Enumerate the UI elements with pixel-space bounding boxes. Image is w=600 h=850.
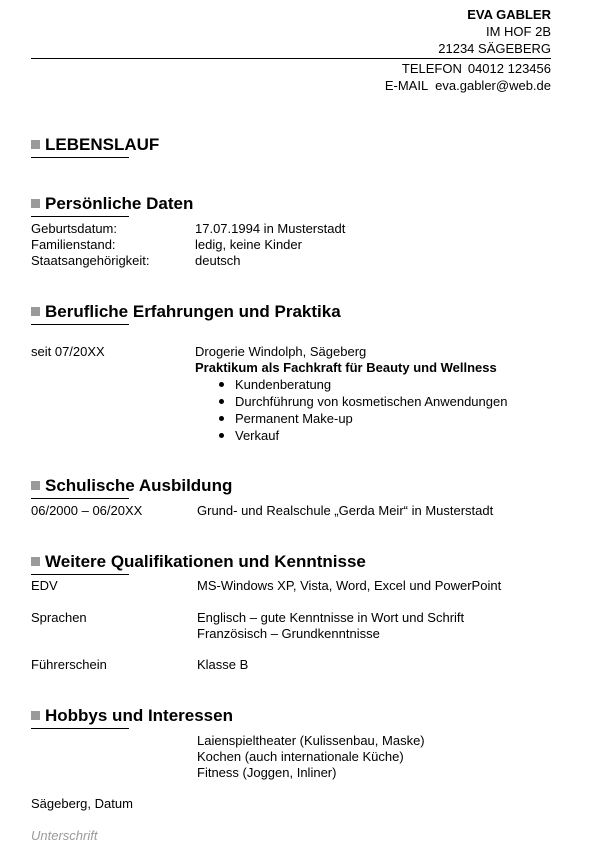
section-heading-hobbies	[31, 706, 233, 726]
phone-line	[31, 60, 551, 77]
heading-square-icon	[31, 557, 40, 566]
section-heading-qualifications	[31, 552, 366, 572]
experience-role: Praktikum als Fachkraft für Beauty und Wellness	[195, 360, 497, 375]
heading-underline	[31, 157, 129, 158]
street-address: IM HOF 2B	[485, 24, 551, 39]
header-divider	[31, 58, 551, 59]
row-label: Staatsangehörigkeit:	[31, 253, 150, 268]
row-label: Führerschein	[31, 657, 107, 672]
task-text: Durchführung von kosmetischen Anwendungen	[235, 394, 508, 409]
row-label: Sprachen	[31, 610, 87, 625]
row-value: ledig, keine Kinder	[195, 237, 302, 252]
row-value: Englisch – gute Kenntnisse in Wort und Schrift	[197, 610, 465, 625]
signature-placeholder: Unterschrift	[31, 828, 98, 843]
bullet-icon	[219, 399, 224, 404]
row-value: Französisch – Grundkenntnisse	[197, 626, 380, 641]
school-period: 06/2000 – 06/20XX	[31, 503, 143, 518]
bullet-icon	[219, 416, 224, 421]
row-value: 17.07.1994 in Musterstadt	[195, 221, 346, 236]
experience-employer: Drogerie Windolph, Sägeberg	[195, 344, 367, 359]
applicant-name: EVA GABLER	[467, 7, 551, 22]
phone-label: TELEFON	[401, 61, 462, 76]
list-item	[195, 427, 507, 444]
row-value: deutsch	[195, 253, 241, 268]
list-item: Fitness (Joggen, Inliner)	[197, 765, 337, 780]
task-text: Verkauf	[235, 428, 280, 443]
task-text: Permanent Make-up	[235, 411, 353, 426]
section-heading-text: Weitere Qualifikationen und Kenntnisse	[45, 552, 366, 571]
heading-square-icon	[31, 140, 40, 149]
phone-number: 04012 123456	[467, 61, 551, 76]
list-item: Laienspieltheater (Kulissenbau, Maske)	[197, 733, 425, 748]
row-label: Geburtsdatum:	[31, 221, 117, 236]
list-item	[195, 376, 507, 393]
address-header	[31, 6, 551, 94]
email-label: E-MAIL	[384, 78, 429, 93]
document-title	[31, 135, 159, 155]
document-title-text: LEBENSLAUF	[45, 135, 160, 154]
heading-square-icon	[31, 307, 40, 316]
section-heading-text: Hobbys und Interessen	[45, 706, 233, 725]
task-list	[195, 376, 507, 444]
section-heading-text: Schulische Ausbildung	[45, 476, 233, 495]
task-text: Kundenberatung	[235, 377, 332, 392]
email-line	[31, 77, 551, 94]
heading-underline	[31, 574, 129, 575]
list-item	[195, 410, 507, 427]
heading-underline	[31, 498, 129, 499]
heading-square-icon	[31, 711, 40, 720]
heading-underline	[31, 324, 129, 325]
heading-underline	[31, 728, 129, 729]
list-item	[195, 393, 507, 410]
section-heading-text: Persönliche Daten	[45, 194, 194, 213]
email-address: eva.gabler@web.de	[435, 78, 551, 93]
section-heading-text: Berufliche Erfahrungen und Praktika	[45, 302, 341, 321]
experience-period: seit 07/20XX	[31, 344, 105, 359]
row-label: Familienstand:	[31, 237, 116, 252]
row-value: Klasse B	[197, 657, 249, 672]
heading-square-icon	[31, 481, 40, 490]
row-label: EDV	[31, 578, 58, 593]
section-heading-experience	[31, 302, 341, 322]
place-date-text: Sägeberg, Datum	[31, 796, 133, 811]
section-heading-school	[31, 476, 232, 496]
bullet-icon	[219, 382, 224, 387]
list-item: Kochen (auch internationale Küche)	[197, 749, 404, 764]
heading-underline	[31, 216, 129, 217]
heading-square-icon	[31, 199, 40, 208]
section-heading-personal	[31, 194, 193, 214]
bullet-icon	[219, 433, 224, 438]
school-description: Grund- und Realschule „Gerda Meir“ in Musterstadt	[197, 503, 494, 518]
row-value: MS-Windows XP, Vista, Word, Excel und PowerPoint	[197, 578, 502, 593]
city-address: 21234 SÄGEBERG	[438, 41, 551, 56]
